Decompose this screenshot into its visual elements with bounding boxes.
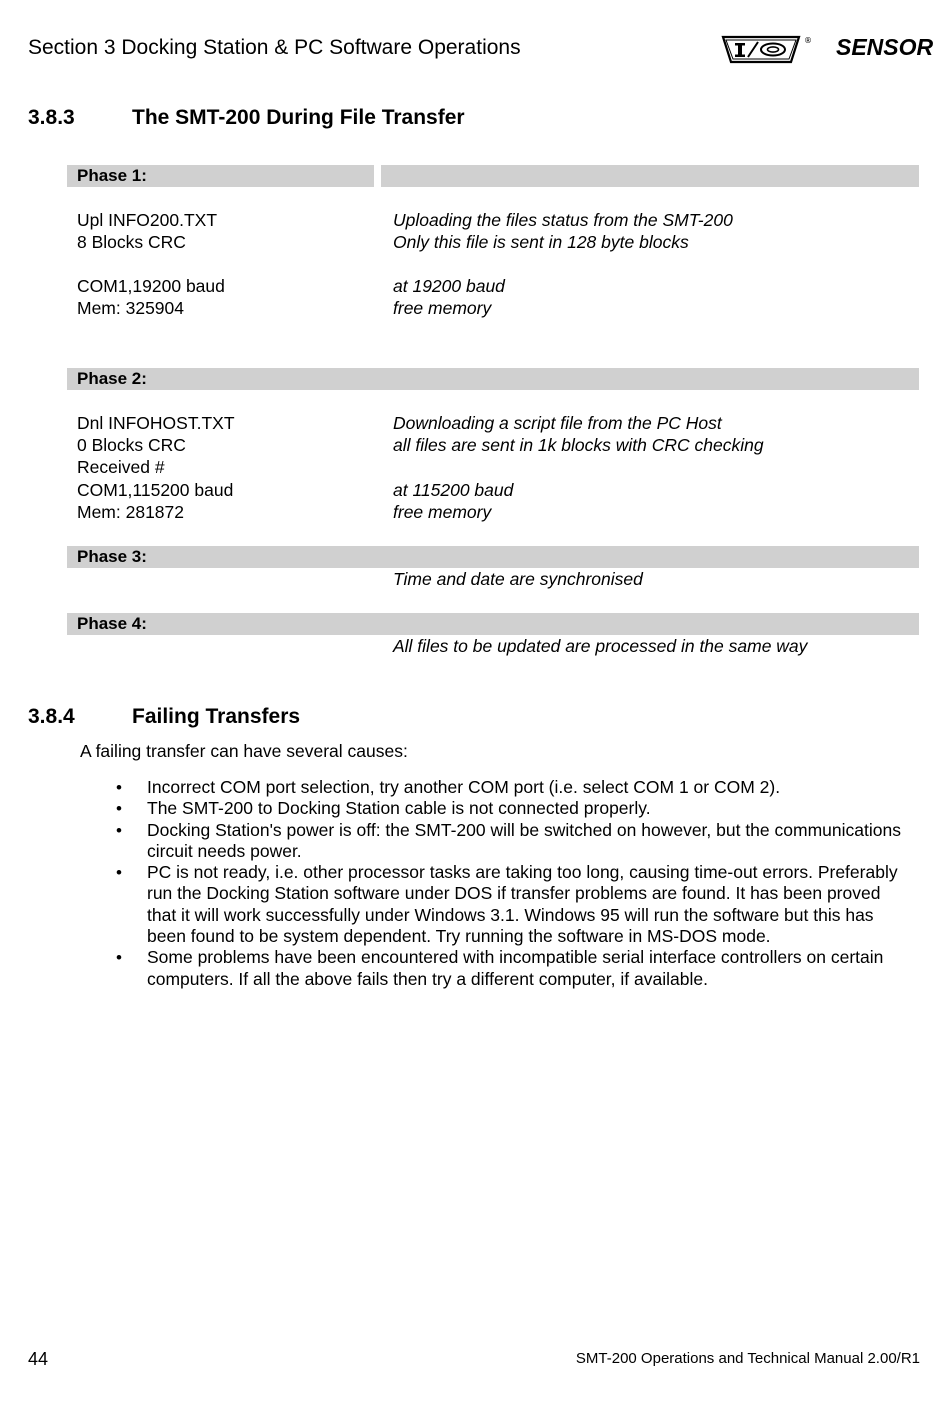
phase-3-description: Time and date are synchronised xyxy=(393,569,643,589)
phase-label: Phase 4: xyxy=(77,614,147,633)
list-item: • Incorrect COM port selection, try another COM port (i.e. select COM 1 or COM 2). xyxy=(0,777,907,798)
phase-1-status-line: Upl INFO200.TXT xyxy=(77,210,218,230)
list-item: • PC is not ready, i.e. other processor tasks are taking too long, causing time-out errors. Preferably run the Docking Station software under DOS if transfer problems are found. It has been proved that it will work successfully under Windows 3.1. Windows 95 will run the software but this has been found to be system dependent. Try running the software in MS-DOS mode. xyxy=(0,862,907,947)
list-item: • Some problems have been encountered with incompatible serial interface controllers on certain computers. If all the above fails then try a different computer, if available. xyxy=(0,947,907,990)
running-header-title: Section 3 Docking Station & PC Software Operations xyxy=(28,36,521,59)
section-number: 3.8.4 xyxy=(28,705,75,728)
phase-2-description: all files are sent in 1k blocks with CRC checking xyxy=(393,435,764,455)
phase-1-description: Uploading the files status from the SMT-200 xyxy=(393,210,733,230)
brand-name: SENSOR xyxy=(836,34,934,60)
page-number: 44 xyxy=(28,1349,49,1369)
phase-2-status-line: COM1,115200 baud xyxy=(77,480,234,500)
phase-2-status-line: Dnl INFOHOST.TXT xyxy=(77,413,235,433)
phase-label: Phase 2: xyxy=(77,369,147,388)
section-heading-383 xyxy=(28,106,728,134)
phase-1-status-line: COM1,19200 baud xyxy=(77,276,225,296)
phase-1-description: at 19200 baud xyxy=(393,276,505,296)
section-number: 3.8.3 xyxy=(28,106,75,129)
phase-2-description: free memory xyxy=(393,502,492,522)
phase-1-bar xyxy=(67,165,919,187)
phase-2-bar xyxy=(67,368,919,390)
causes-list xyxy=(0,777,950,990)
phase-1-status-line: 8 Blocks CRC xyxy=(77,232,186,252)
phase-label: Phase 3: xyxy=(77,547,147,566)
phase-label: Phase 1: xyxy=(77,166,147,185)
phase-2-status-line: 0 Blocks CRC xyxy=(77,435,186,455)
phase-1-description: free memory xyxy=(393,298,492,318)
phase-3-bar xyxy=(67,546,919,568)
intro-paragraph: A failing transfer can have several causes: xyxy=(80,741,408,761)
phase-2-description: Downloading a script file from the PC Host xyxy=(393,413,722,433)
phase-4-bar xyxy=(67,613,919,635)
phase-2-status-line: Mem: 281872 xyxy=(77,502,185,522)
section-heading-384 xyxy=(28,705,728,733)
list-item: • The SMT-200 to Docking Station cable is not connected properly. xyxy=(0,798,907,819)
phase-2-status-line: Received # xyxy=(77,457,165,477)
section-title: Failing Transfers xyxy=(132,705,301,728)
phase-4-description: All files to be updated are processed in the same way xyxy=(393,636,808,656)
company-logo xyxy=(721,33,813,65)
phase-1-status-line: Mem: 325904 xyxy=(77,298,185,318)
manual-title: SMT-200 Operations and Technical Manual 2.00/R1 xyxy=(575,1350,920,1367)
phase-1-description: Only this file is sent in 128 byte blocks xyxy=(393,232,689,252)
registered-mark: ® xyxy=(804,36,812,45)
phase-2-description: at 115200 baud xyxy=(393,480,514,500)
list-item: • Docking Station's power is off: the SMT-200 will be switched on however, but the communications circuit needs power. xyxy=(0,820,907,863)
section-title: The SMT-200 During File Transfer xyxy=(132,106,465,129)
